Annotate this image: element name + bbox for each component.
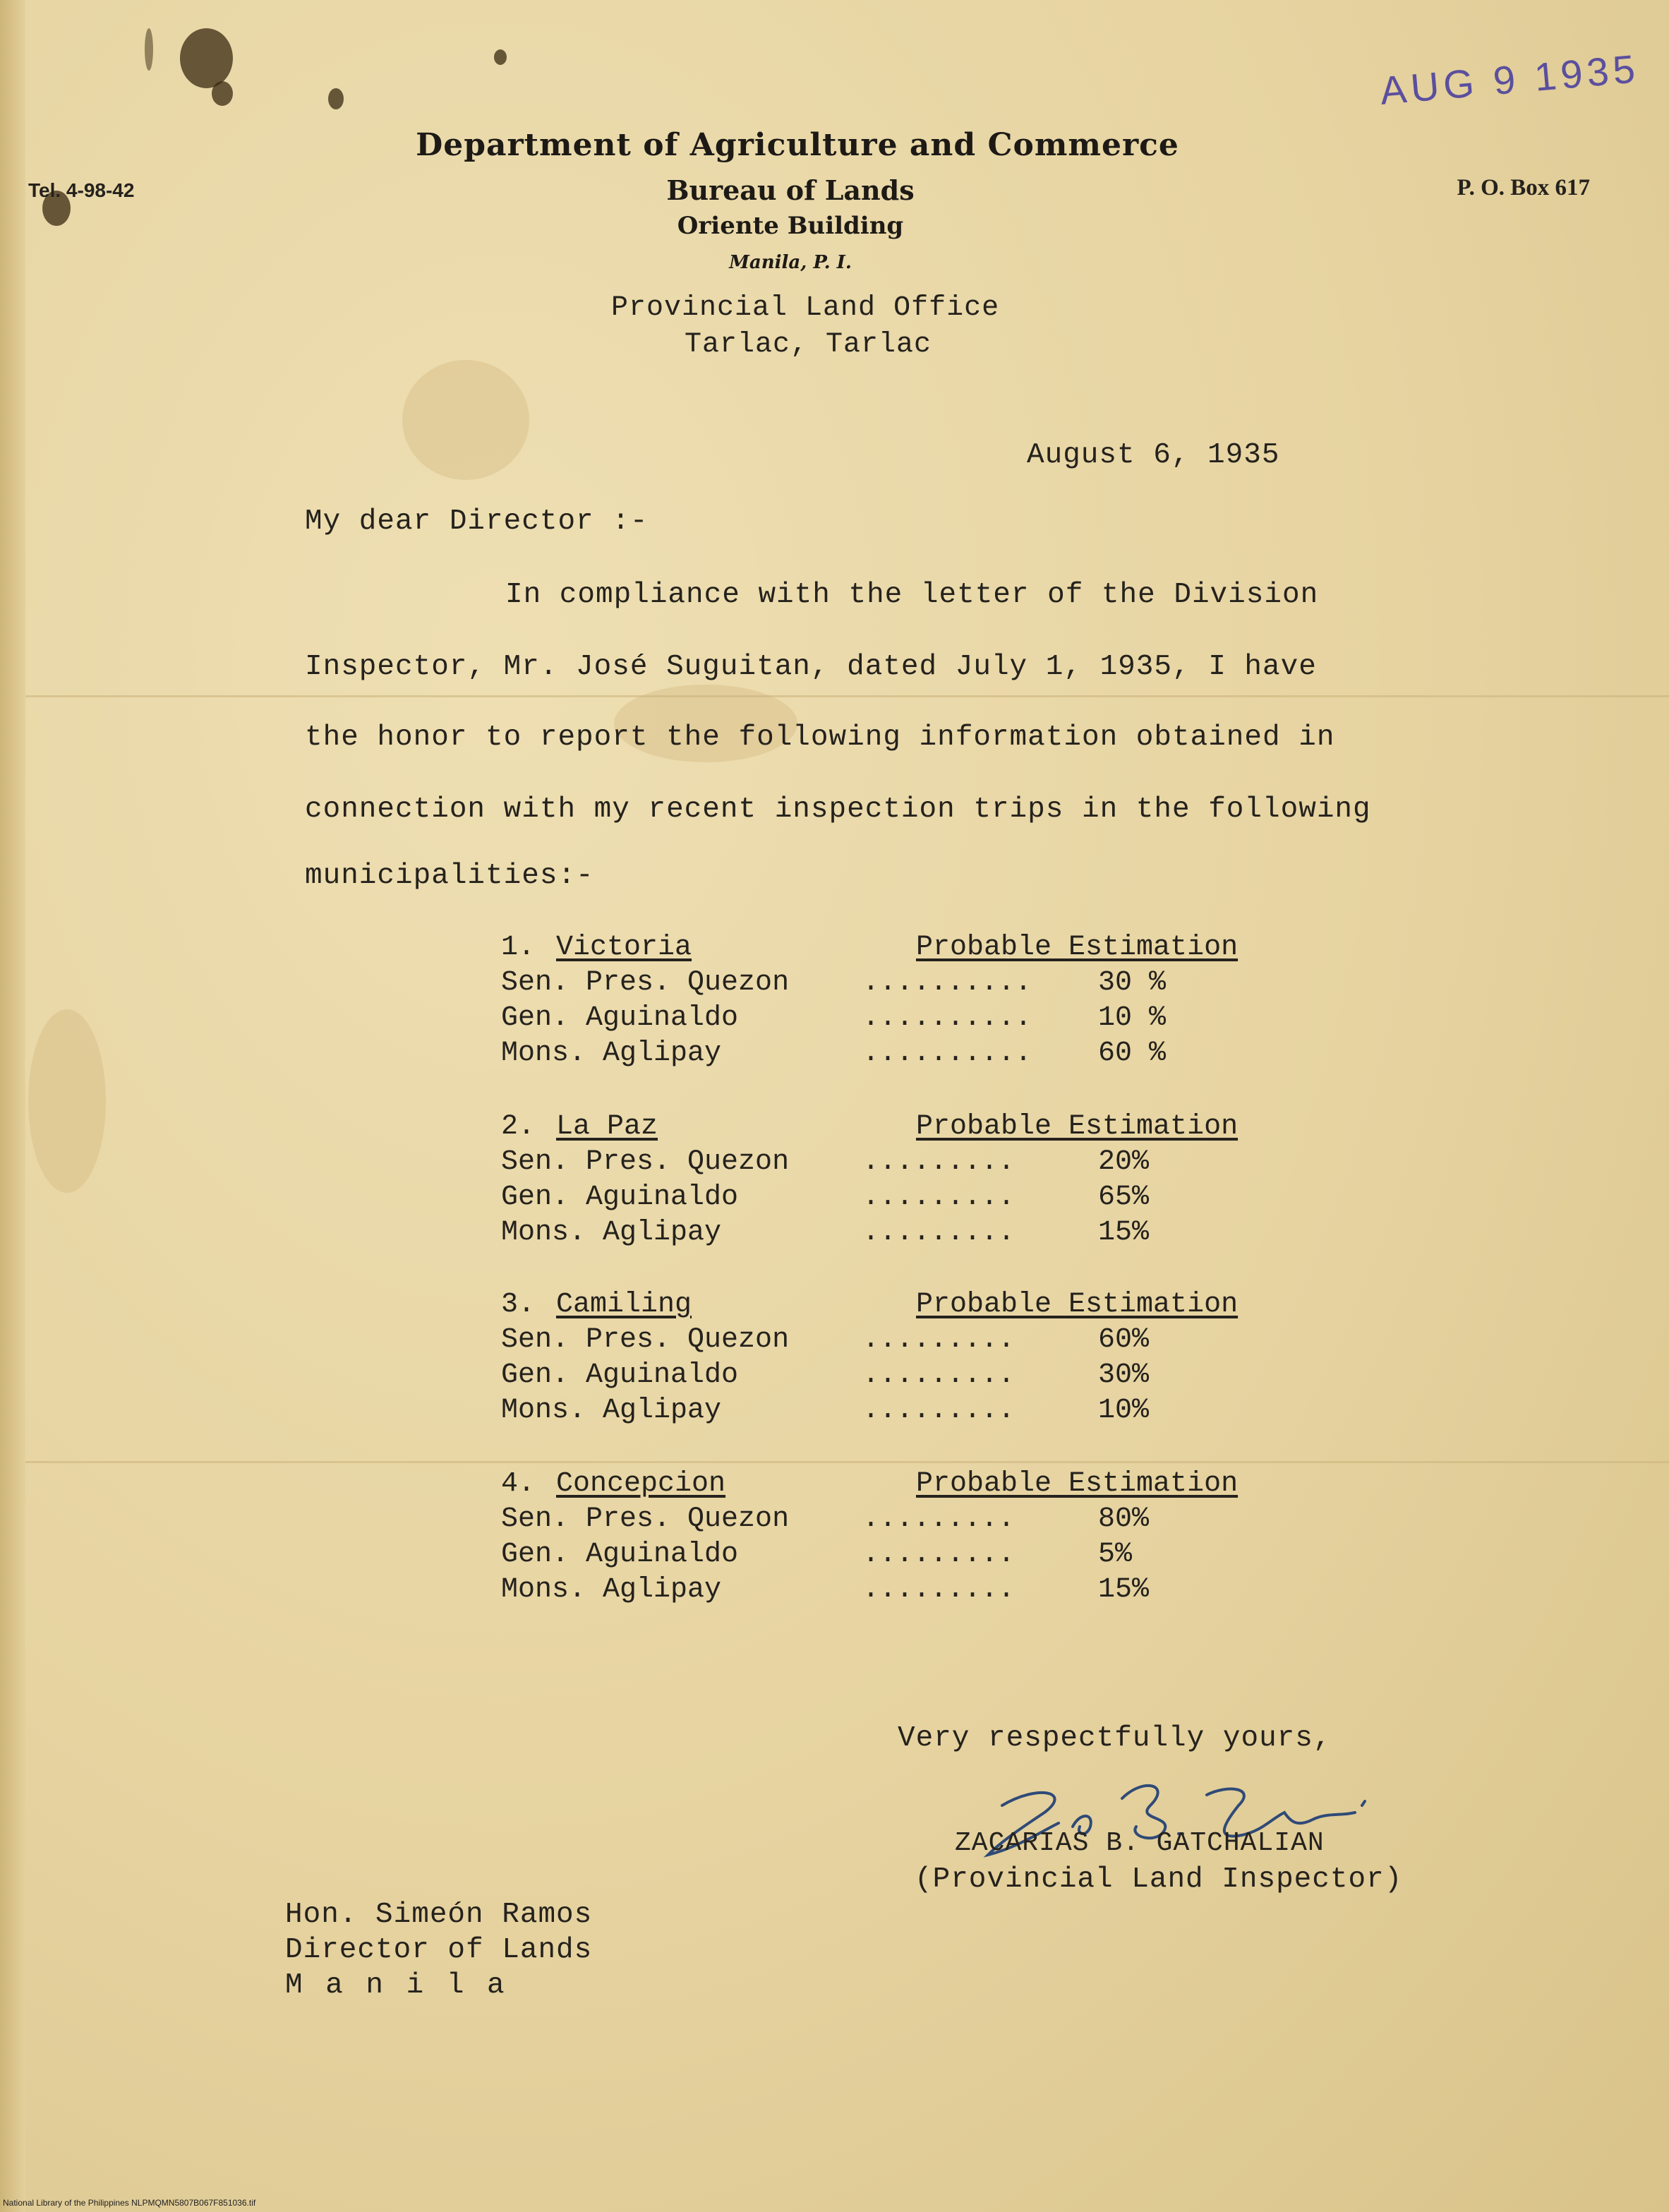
estimate-value: 10 % <box>1098 1002 1167 1034</box>
ink-blot <box>494 49 507 65</box>
leader-dots: .......... <box>862 1002 1032 1034</box>
paper-edge <box>0 0 25 2212</box>
ink-blot <box>145 28 153 71</box>
leader-dots: ......... <box>862 1539 1016 1570</box>
paper-stain <box>402 360 529 480</box>
body-line: municipalities:- <box>305 860 594 892</box>
estimate-number: 3. <box>501 1289 536 1321</box>
city-heading: Manila, P. I. <box>729 252 852 273</box>
municipality-name: Camiling <box>556 1289 692 1321</box>
addressee-line: Director of Lands <box>285 1934 593 1966</box>
estimate-value: 80% <box>1098 1503 1150 1535</box>
candidate-name: Gen. Aguinaldo <box>501 1359 739 1391</box>
body-line: Inspector, Mr. José Suguitan, dated July 1, 1935, I have <box>305 651 1317 683</box>
estimate-column-header: Probable Estimation <box>916 932 1239 963</box>
building-heading: Oriente Building <box>677 212 904 240</box>
estimate-value: 15% <box>1098 1574 1150 1606</box>
addressee-line: Hon. Simeón Ramos <box>285 1899 593 1931</box>
estimate-value: 10% <box>1098 1395 1150 1426</box>
estimate-value: 65% <box>1098 1182 1150 1213</box>
candidate-name: Mons. Aglipay <box>501 1574 722 1606</box>
candidate-name: Gen. Aguinaldo <box>501 1002 739 1034</box>
paper-stain <box>28 1009 106 1193</box>
paper-fold <box>25 695 1669 697</box>
office-name: Provincial Land Office <box>611 292 1000 324</box>
signature-text: Zac B. Gatchal <box>1179 1808 1221 1814</box>
estimate-number: 1. <box>501 932 536 963</box>
signer-title: (Provincial Land Inspector) <box>915 1863 1403 1896</box>
estimate-value: 15% <box>1098 1217 1150 1249</box>
body-line: the honor to report the following information obtained in <box>305 721 1335 754</box>
leader-dots: ......... <box>862 1359 1016 1391</box>
addressee-line: M a n i l a <box>285 1969 507 2002</box>
telephone-number: Tel. 4-98-42 <box>28 179 135 201</box>
municipality-name: Victoria <box>556 932 692 963</box>
estimate-value: 30 % <box>1098 967 1167 999</box>
bureau-heading: Bureau of Lands <box>666 174 915 206</box>
estimate-column-header: Probable Estimation <box>916 1468 1239 1500</box>
candidate-name: Sen. Pres. Quezon <box>501 1324 790 1356</box>
archive-footer: National Library of the Philippines NLPMQMN5807B067F851036.tif <box>3 2198 256 2208</box>
estimate-number: 2. <box>501 1111 536 1143</box>
estimate-value: 30% <box>1098 1359 1150 1391</box>
letter-date: August 6, 1935 <box>1027 439 1280 471</box>
body-line: In compliance with the letter of the Division <box>505 579 1319 611</box>
leader-dots: ......... <box>862 1574 1016 1606</box>
estimate-column-header: Probable Estimation <box>916 1111 1239 1143</box>
candidate-name: Sen. Pres. Quezon <box>501 967 790 999</box>
municipality-name: Concepcion <box>556 1468 726 1500</box>
paper-fold <box>25 1461 1669 1463</box>
ink-blot <box>328 88 344 109</box>
body-line: connection with my recent inspection trips in the following <box>305 793 1371 826</box>
estimate-number: 4. <box>501 1468 536 1500</box>
ink-blot <box>212 81 233 106</box>
po-box: P. O. Box 617 <box>1457 175 1590 200</box>
candidate-name: Gen. Aguinaldo <box>501 1539 739 1570</box>
candidate-name: Sen. Pres. Quezon <box>501 1146 790 1178</box>
salutation: My dear Director :- <box>305 505 649 538</box>
estimate-value: 60% <box>1098 1324 1150 1356</box>
leader-dots: ......... <box>862 1146 1016 1178</box>
leader-dots: ......... <box>862 1182 1016 1213</box>
leader-dots: ......... <box>862 1324 1016 1356</box>
leader-dots: .......... <box>862 967 1032 999</box>
leader-dots: ......... <box>862 1503 1016 1535</box>
estimate-column-header: Probable Estimation <box>916 1289 1239 1321</box>
estimate-value: 20% <box>1098 1146 1150 1178</box>
candidate-name: Gen. Aguinaldo <box>501 1182 739 1213</box>
candidate-name: Mons. Aglipay <box>501 1038 722 1069</box>
candidate-name: Mons. Aglipay <box>501 1217 722 1249</box>
closing: Very respectfully yours, <box>898 1722 1332 1755</box>
leader-dots: .......... <box>862 1038 1032 1069</box>
candidate-name: Sen. Pres. Quezon <box>501 1503 790 1535</box>
leader-dots: ......... <box>862 1217 1016 1249</box>
signer-name: ZACARIAS B. GATCHALIAN <box>955 1828 1325 1858</box>
ink-blot <box>180 28 233 88</box>
municipality-name: La Paz <box>556 1111 658 1143</box>
candidate-name: Mons. Aglipay <box>501 1395 722 1426</box>
estimate-value: 60 % <box>1098 1038 1167 1069</box>
department-heading: Department of Agriculture and Commerce <box>416 127 1179 163</box>
received-date-stamp: AUG 9 1935 <box>1378 46 1641 113</box>
office-location: Tarlac, Tarlac <box>685 329 932 361</box>
leader-dots: ......... <box>862 1395 1016 1426</box>
estimate-value: 5% <box>1098 1539 1133 1570</box>
